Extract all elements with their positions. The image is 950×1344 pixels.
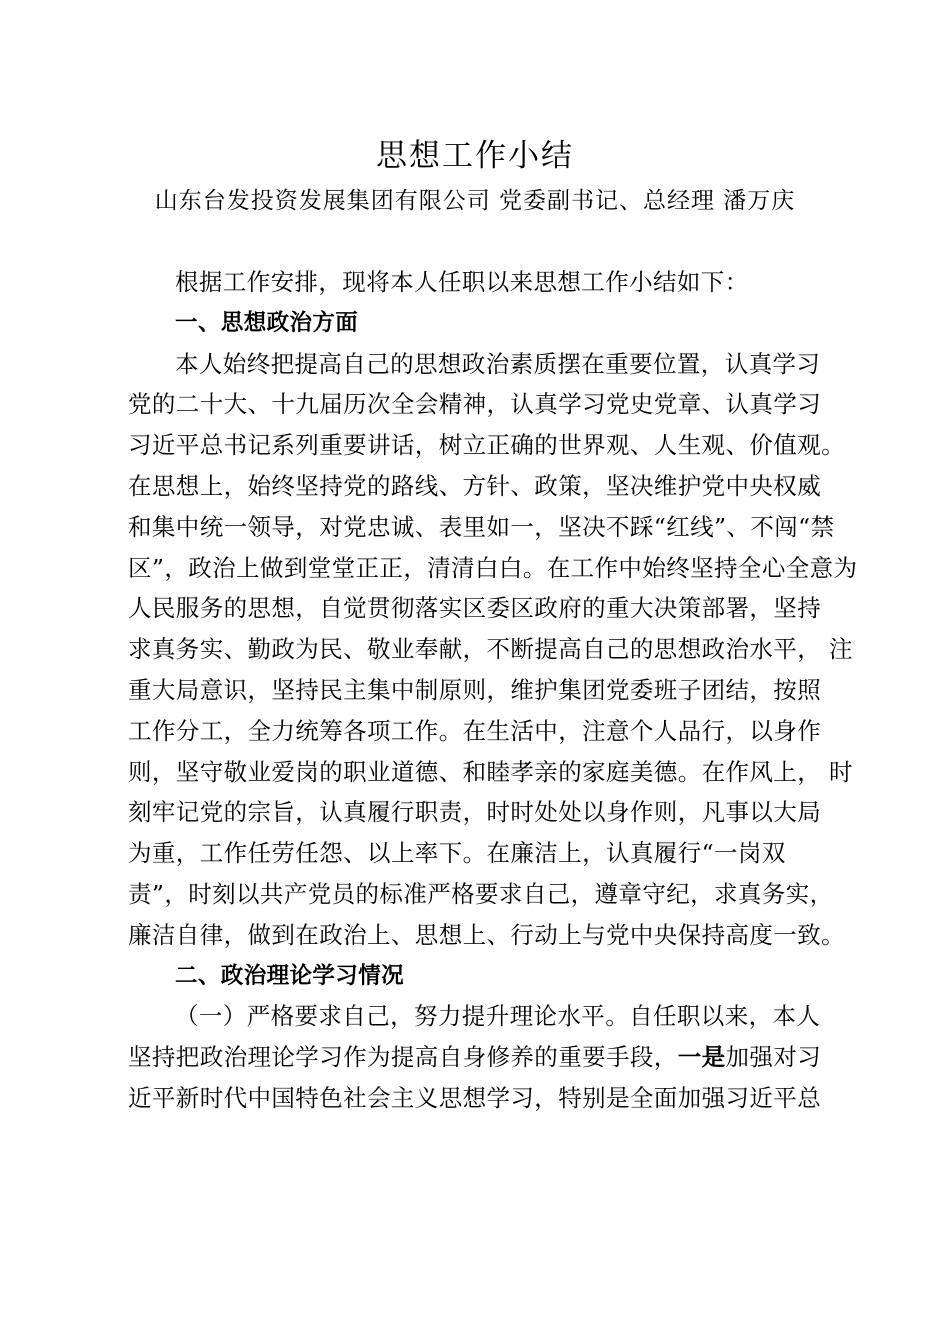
line-text: 坚持把政治理论学习作为提高自身修养的重要手段， [128,1043,678,1072]
paragraph-line: 工作分工，全力统筹各项工作。在生活中，注意个人品行，以身作 [128,716,822,745]
paragraph-line: 人民服务的思想，自觉贯彻落实区委区政府的重大决策部署，坚持 [128,594,822,623]
paragraph-line: 和集中统一领导，对党忠诚、表里如一，坚决不踩“红线”、不闯“禁 [128,512,835,541]
paragraph-line: 近平新时代中国特色社会主义思想学习，特别是全面加强习近平总 [128,1083,822,1112]
paragraph-line: 重大局意识，坚持民主集中制原则，维护集团党委班子团结，按照 [128,675,822,704]
bold-emphasis: 一是 [677,1043,726,1072]
paragraph-line [128,1037,828,1078]
section-1-paragraph [128,344,858,956]
paragraph-line: （一）严格要求自己，努力提升理论水平。自任职以来，本人 [175,1002,821,1031]
paragraph-line: 党的二十大、十九届历次全会精神，认真学习党史党章、认真学习 [128,390,822,419]
intro-paragraph: 根据工作安排，现将本人任职以来思想工作小结如下： [175,268,749,296]
paragraph-line: 在思想上，始终坚持党的路线、方针、政策，坚决维护党中央权威 [128,471,822,500]
paragraph-line: 廉洁自律，做到在政治上、思想上、行动上与党中央保持高度一致。 [128,920,845,949]
paragraph-line: 则，坚守敬业爱岗的职业道德、和睦孝亲的家庭美德。在作风上， 时 [128,757,853,786]
paragraph-line: 本人始终把提高自己的思想政治素质摆在重要位置，认真学习 [175,349,821,378]
paragraph-line: 刻牢记党的宗旨，认真履行职责，时时处处以身作则，凡事以大局 [128,798,822,827]
document-body [128,262,858,1119]
section-1-heading: 一、思想政治方面 [175,309,359,336]
paragraph-line: 为重，工作任劳任怨、以上率下。在廉洁上，认真履行“一岗双 [128,839,786,868]
section-2-paragraph [128,996,828,1118]
paragraph-line: 责”，时刻以共产党员的标准严格要求自己，遵章守纪，求真务实， [128,879,834,908]
paragraph-line: 区”，政治上做到堂堂正正，清清白白。在工作中始终坚持全心全意为 [128,553,858,582]
line-text: 加强对习 [725,1043,822,1072]
document-title: 思想工作小结 [376,138,574,174]
paragraph-line: 习近平总书记系列重要讲话，树立正确的世界观、人生观、价值观。 [128,431,845,460]
document-subtitle: 山东台发投资发展集团有限公司 党委副书记、总经理 潘万庆 [154,188,796,214]
paragraph-line: 求真务实、勤政为民、敬业奉献，不断提高自己的思想政治水平， 注 [128,635,853,664]
section-2-heading: 二、政治理论学习情况 [175,962,405,989]
